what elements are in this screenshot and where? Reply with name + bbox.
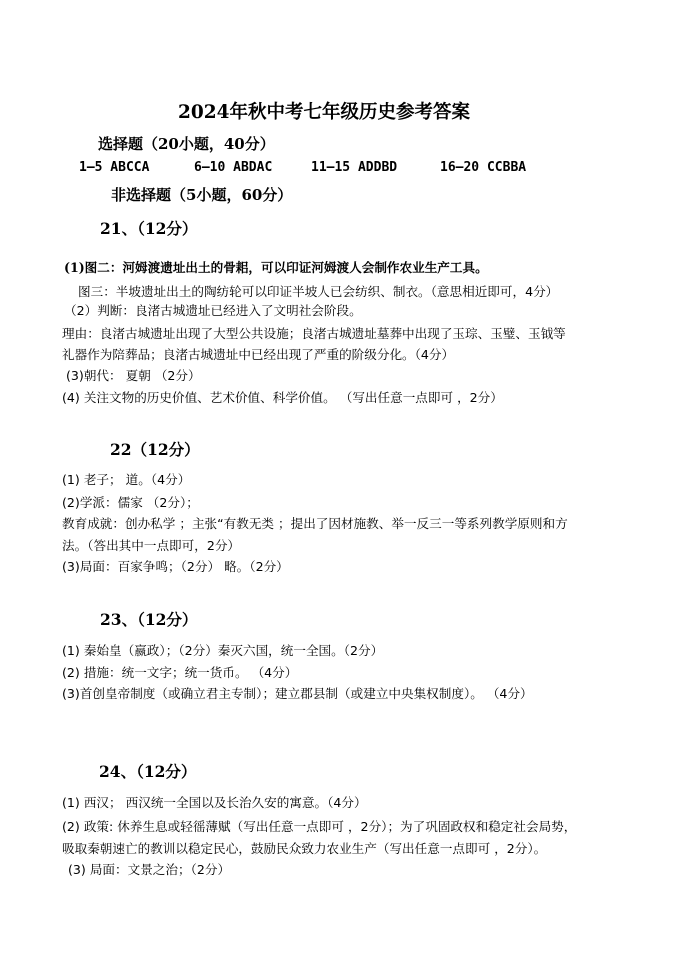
question-21-line: 礼器作为陪葬品；良渚古城遗址中已经出现了严重的阶级分化。（4分） (62, 347, 455, 362)
page-title: 2024年秋中考七年级历史参考答案 (178, 102, 470, 123)
choice-answer: 16—20 CCBBA (440, 160, 527, 175)
question-24-line: (3) 局面：文景之治；（2分） (68, 862, 231, 877)
question-21-line: (3)朝代： 夏朝 （2分） (66, 368, 201, 383)
question-21-line: (4) 关注文物的历史价值、艺术价值、科学价值。 （写出任意一点即可 ，2分） (62, 390, 503, 405)
question-21-line: （2）判断：良渚古城遗址已经进入了文明社会阶段。 (64, 303, 362, 318)
question-23-line: (2) 措施：统一文字；统一货币。 （4分） (62, 665, 298, 680)
question-23-line: (1) 秦始皇（嬴政）；（2分）秦灭六国，统一全国。（2分） (62, 643, 384, 658)
question-21-line: (1)图二：河姆渡遗址出土的骨耜，可以印证河姆渡人会制作农业生产工具。 (64, 260, 488, 275)
choice-answer: 1—5 ABCCA (79, 160, 150, 175)
question-24-line: (2) 政策: 休养生息或轻徭薄赋（写出任意一点即可 ，2分）；为了巩固政权和稳定社会局势， (62, 819, 577, 834)
choice-answer: 6—10 ABDAC (194, 160, 273, 175)
question-22-line: 教育成就：创办私学 ；主张“有教无类 ；提出了因材施教、举一反三一等系列教学原则和方 (62, 516, 568, 531)
question-23-heading: 23、（12分） (100, 610, 198, 629)
question-22-line: (3)局面：百家争鸣；（2分） 略。（2分） (62, 559, 289, 574)
question-22-line: (1) 老子； 道。（4分） (62, 472, 191, 487)
question-24-line: 吸取秦朝速亡的教训以稳定民心，鼓励民众致力农业生产（写出任意一点即可 ，2分）。 (62, 841, 547, 856)
question-21-line: 图三：半坡遗址出土的陶纺轮可以印证半坡人已会纺织、制衣。（意思相近即可，4分） (78, 284, 559, 299)
question-24-heading: 24、（12分） (99, 762, 197, 781)
choice-answer: 11—15 ADDBD (311, 160, 398, 175)
question-23-line: (3)首创皇帝制度（或确立君主专制）；建立郡县制（或建立中央集权制度）。 （4分） (62, 686, 533, 701)
question-21-heading: 21、（12分） (100, 219, 198, 238)
question-24-line: (1) 西汉； 西汉统一全国以及长治久安的寓意。（4分） (62, 795, 367, 810)
nonchoice-section-header: 非选择题（5小题，60分） (111, 186, 293, 204)
question-22-line: (2)学派：儒家 （2分）； (62, 495, 199, 510)
question-22-line: 法。（答出其中一点即可，2分） (62, 538, 241, 553)
question-22-heading: 22（12分） (110, 440, 200, 459)
choice-section-header: 选择题（20小题，40分） (98, 135, 275, 153)
question-21-line: 理由：良渚古城遗址出现了大型公共设施；良渚古城遗址墓葬中出现了玉琮、玉璧、玉钺等 (62, 326, 566, 341)
